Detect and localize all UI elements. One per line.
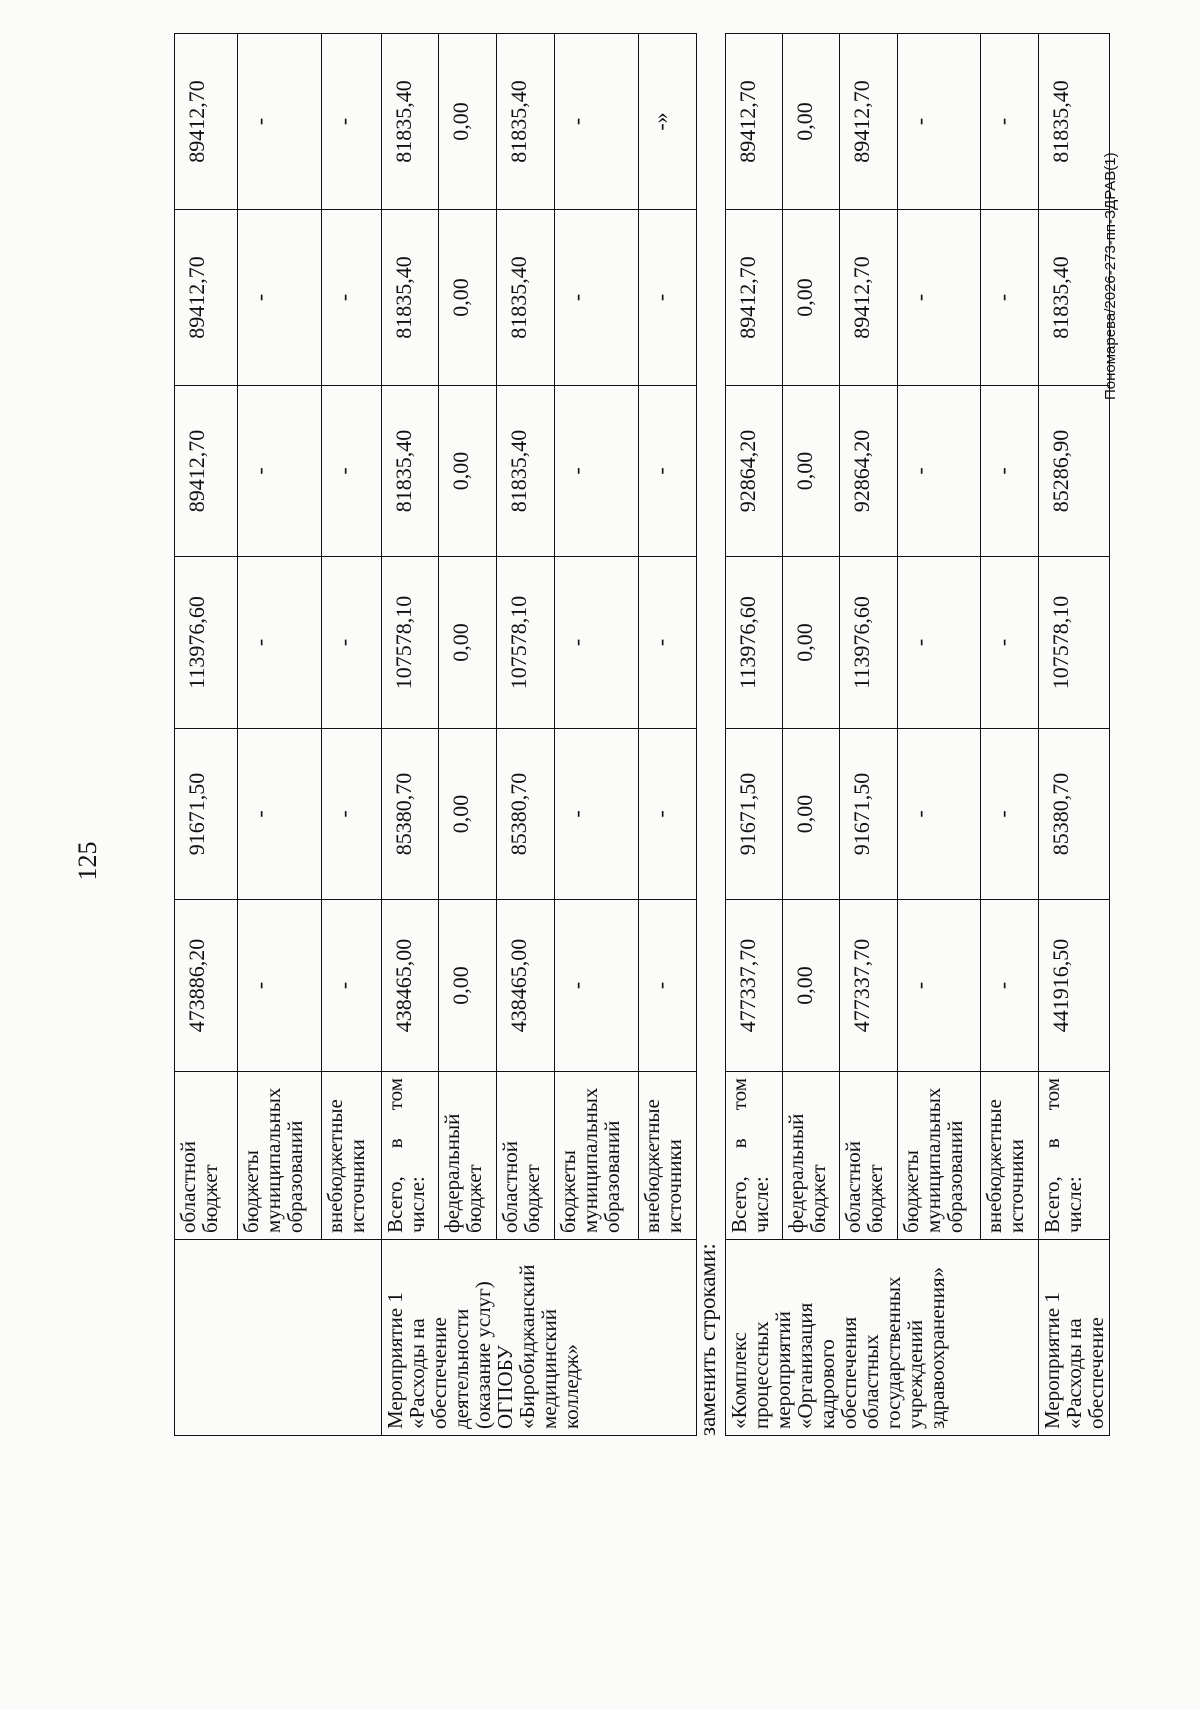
value-cell: - — [981, 34, 1039, 210]
value-cell: 91671,50 — [726, 729, 783, 900]
funding-source-cell: областной бюджет — [840, 1072, 898, 1240]
value-cell: - — [639, 900, 697, 1072]
value-cell: 0,00 — [439, 386, 497, 557]
value-cell: 85380,70 — [1039, 729, 1110, 900]
table-row — [726, 34, 783, 1436]
value-cell: 85286,90 — [1039, 386, 1110, 557]
value-cell: 89412,70 — [840, 34, 898, 210]
value-cell: 113976,60 — [175, 557, 238, 729]
table-row — [238, 34, 322, 1436]
value-cell: - — [639, 557, 697, 729]
value-cell: 113976,60 — [726, 557, 783, 729]
table-row — [497, 34, 555, 1436]
value-cell: 113976,60 — [840, 557, 898, 729]
value-cell: 477337,70 — [726, 900, 783, 1072]
table-row — [1039, 34, 1110, 1436]
value-cell: 0,00 — [783, 900, 840, 1072]
table-row — [439, 34, 497, 1436]
value-cell: 107578,10 — [497, 557, 555, 729]
value-cell: - — [322, 210, 382, 386]
value-cell: 92864,20 — [726, 386, 783, 557]
funding-source-cell: бюджеты муниципальных образований — [555, 1072, 639, 1240]
funding-source-cell: Всего, в том числе: — [382, 1072, 439, 1240]
table-row — [898, 34, 981, 1436]
value-cell: - — [639, 729, 697, 900]
page-number: 125 — [73, 841, 102, 881]
value-cell: 89412,70 — [726, 210, 783, 386]
value-cell: 0,00 — [783, 210, 840, 386]
funding-source-cell: областной бюджет — [175, 1072, 238, 1240]
value-cell: 107578,10 — [1039, 557, 1110, 729]
program-name-cell: «Комплекс процессных мероприятий «Организация кадрового обеспечения областных государственных учреждений здравоохранения» — [726, 1240, 1039, 1436]
value-cell: 91671,50 — [175, 729, 238, 900]
value-cell: - — [555, 386, 639, 557]
funding-source-cell: Всего, в том числе: — [726, 1072, 783, 1240]
value-cell: 441916,50 — [1039, 900, 1110, 1072]
value-cell: 0,00 — [439, 210, 497, 386]
funding-source-cell: Всего, в том числе: — [1039, 1072, 1110, 1240]
table-row — [783, 34, 840, 1436]
value-cell: 0,00 — [783, 557, 840, 729]
value-cell: - — [898, 900, 981, 1072]
table-row — [840, 34, 898, 1436]
value-cell: 81835,40 — [382, 210, 439, 386]
value-cell: - — [555, 729, 639, 900]
table-row — [175, 34, 238, 1436]
funding-table-bottom — [725, 33, 1110, 1436]
value-cell: - — [238, 557, 322, 729]
value-cell: -» — [639, 34, 697, 210]
value-cell: 0,00 — [439, 900, 497, 1072]
value-cell: 91671,50 — [840, 729, 898, 900]
value-cell: 0,00 — [439, 557, 497, 729]
table-row — [322, 34, 382, 1436]
program-name-cell: Мероприятие 1 «Расходы на обеспечение деятельности (оказание услуг) ОГПОБУ «Биробиджанский медицинский колледж» — [382, 1240, 697, 1436]
value-cell: 438465,00 — [497, 900, 555, 1072]
value-cell: 81835,40 — [382, 34, 439, 210]
value-cell: 89412,70 — [175, 210, 238, 386]
value-cell: - — [322, 729, 382, 900]
value-cell: - — [555, 34, 639, 210]
value-cell: - — [322, 557, 382, 729]
value-cell: - — [555, 557, 639, 729]
document-code: Пономарева/2026-273-пп-ЗДРАВ(1) — [1102, 152, 1119, 400]
value-cell: - — [898, 557, 981, 729]
table-row — [639, 34, 697, 1436]
value-cell: 0,00 — [439, 729, 497, 900]
value-cell: 89412,70 — [840, 210, 898, 386]
value-cell: - — [238, 729, 322, 900]
funding-source-cell: бюджеты муниципальных образований — [898, 1072, 981, 1240]
value-cell: - — [981, 386, 1039, 557]
table-row — [382, 34, 439, 1436]
value-cell: 81835,40 — [497, 210, 555, 386]
replace-instruction: заменить строками: — [695, 1243, 720, 1436]
funding-table-top — [174, 33, 697, 1436]
value-cell: - — [639, 386, 697, 557]
value-cell: 107578,10 — [382, 557, 439, 729]
value-cell: - — [238, 34, 322, 210]
value-cell: 0,00 — [783, 729, 840, 900]
value-cell: - — [639, 210, 697, 386]
value-cell: 89412,70 — [175, 34, 238, 210]
value-cell: 473886,20 — [175, 900, 238, 1072]
value-cell: - — [322, 34, 382, 210]
value-cell: 85380,70 — [497, 729, 555, 900]
value-cell: - — [981, 557, 1039, 729]
funding-source-cell: бюджеты муниципальных образований — [238, 1072, 322, 1240]
value-cell: - — [898, 210, 981, 386]
value-cell: - — [981, 900, 1039, 1072]
value-cell: 0,00 — [439, 34, 497, 210]
program-name-cell: Мероприятие 1 «Расходы на обеспечение — [1039, 1240, 1110, 1436]
value-cell: 81835,40 — [497, 34, 555, 210]
value-cell: - — [981, 729, 1039, 900]
program-name-cell — [175, 1240, 382, 1436]
value-cell: - — [555, 210, 639, 386]
value-cell: - — [238, 210, 322, 386]
funding-source-cell: внебюджетные источники — [322, 1072, 382, 1240]
value-cell: - — [898, 386, 981, 557]
value-cell: - — [238, 900, 322, 1072]
value-cell: 81835,40 — [1039, 210, 1110, 386]
funding-source-cell: внебюджетные источники — [639, 1072, 697, 1240]
funding-source-cell: областной бюджет — [497, 1072, 555, 1240]
value-cell: 89412,70 — [175, 386, 238, 557]
value-cell: - — [898, 729, 981, 900]
value-cell: 0,00 — [783, 386, 840, 557]
value-cell: 0,00 — [783, 34, 840, 210]
value-cell: 92864,20 — [840, 386, 898, 557]
value-cell: - — [322, 900, 382, 1072]
value-cell: - — [898, 34, 981, 210]
value-cell: - — [238, 386, 322, 557]
value-cell: - — [555, 900, 639, 1072]
table-row — [981, 34, 1039, 1436]
value-cell: 89412,70 — [726, 34, 783, 210]
value-cell: 477337,70 — [840, 900, 898, 1072]
value-cell: 438465,00 — [382, 900, 439, 1072]
value-cell: - — [981, 210, 1039, 386]
funding-source-cell: федеральный бюджет — [439, 1072, 497, 1240]
value-cell: 81835,40 — [497, 386, 555, 557]
funding-source-cell: внебюджетные источники — [981, 1072, 1039, 1240]
value-cell: 81835,40 — [1039, 34, 1110, 210]
value-cell: 85380,70 — [382, 729, 439, 900]
value-cell: - — [322, 386, 382, 557]
table-row — [555, 34, 639, 1436]
value-cell: 81835,40 — [382, 386, 439, 557]
funding-source-cell: федеральный бюджет — [783, 1072, 840, 1240]
